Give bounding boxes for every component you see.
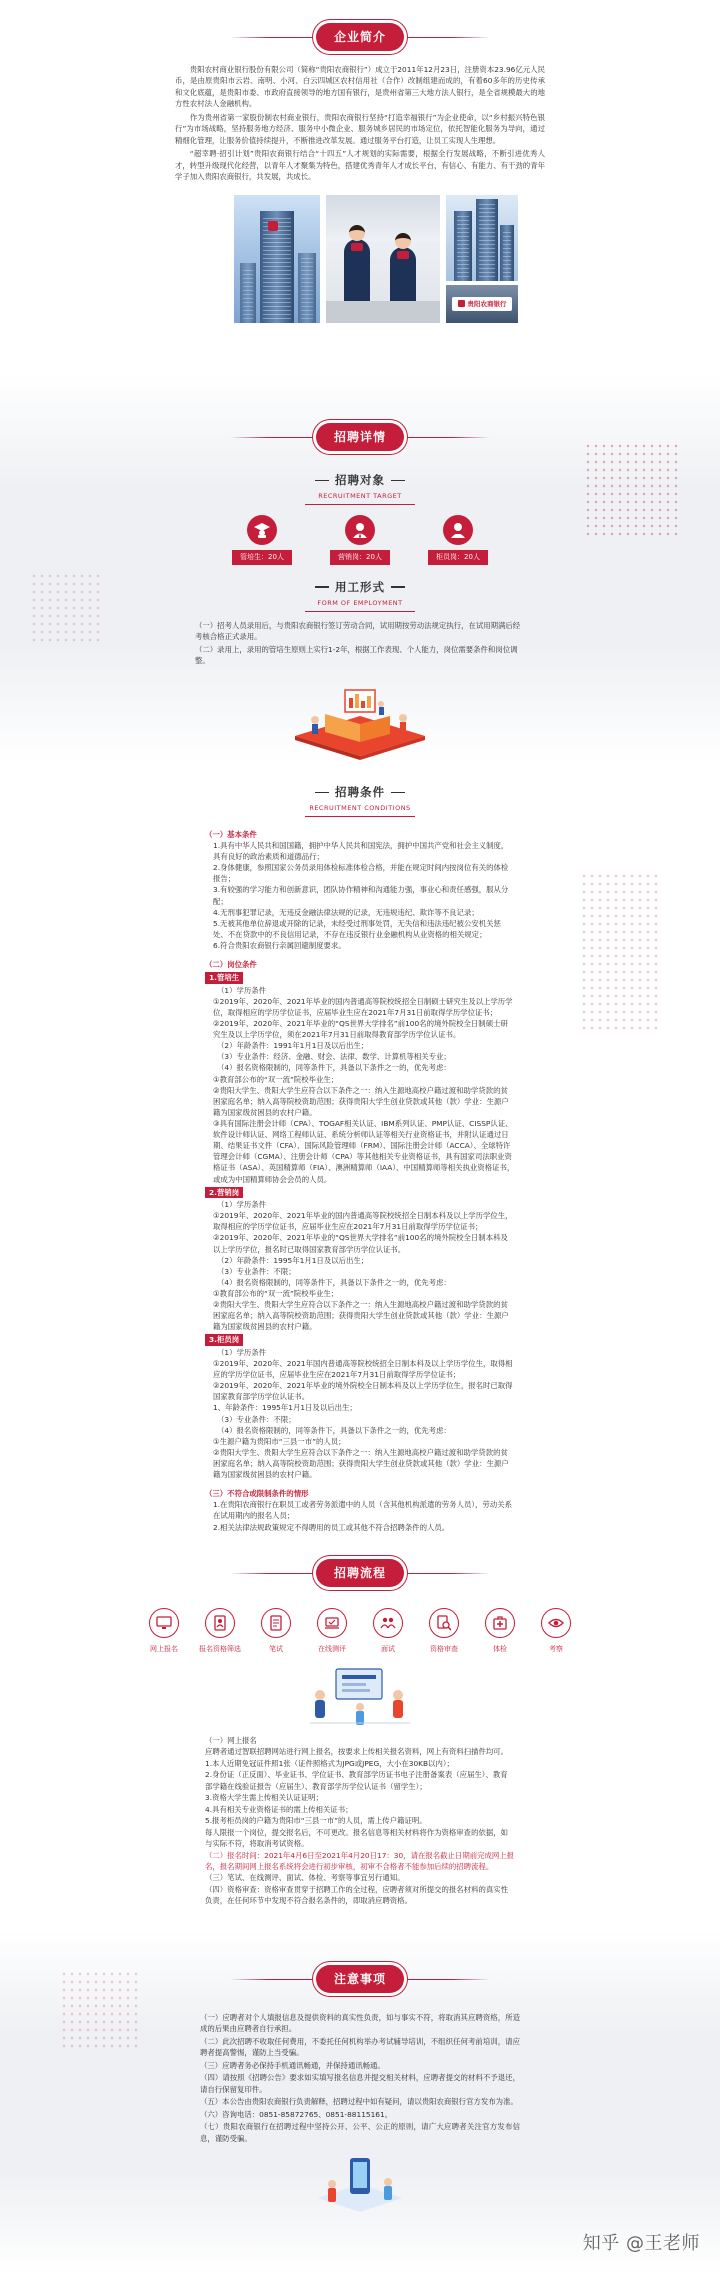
post-conditions-title: （二）岗位条件	[205, 960, 257, 970]
post-tag: 3.柜员岗	[205, 1334, 243, 1345]
recruitment-conditions-section	[0, 762, 720, 1540]
step-interview: 面试	[365, 1608, 412, 1655]
eye-icon	[541, 1608, 571, 1638]
zhihu-watermark: 知乎 @王老师	[582, 2233, 700, 2255]
intro-paragraph: “超幸聘·招引计划”贵阳农商银行结合“十四五”人才规划的实际需要，根据全行发展战略，不断引进优秀人才，转型升级现代化经营，以青年人才聚集为特色，搭建优秀青年人才成长平台，有信心、有能力、有干劲的青年学子加入贵阳农商银行，共发展，共成长。	[175, 149, 545, 182]
headquarters-photo	[234, 195, 320, 323]
step-written-test: 笔试	[253, 1608, 300, 1655]
step-online-assessment: 在线测评	[309, 1608, 356, 1655]
businessman-icon	[345, 515, 375, 545]
step-inspection: 考察	[533, 1608, 580, 1655]
recruitment-details-section	[0, 372, 720, 762]
company-intro-section	[0, 0, 720, 372]
company-intro-banner	[0, 10, 720, 64]
notes-title: 注意事项	[316, 1965, 404, 1994]
employment-form-heading: 用工形式 FORM OF EMPLOYMENT	[0, 579, 720, 612]
recruitment-process-banner	[0, 1546, 720, 1600]
laptop-check-icon	[317, 1608, 347, 1638]
notes-banner	[0, 1952, 720, 2006]
post-tag: 1.管培生	[205, 972, 243, 983]
intro-paragraph: 作为贵州省第一家股份制农村商业银行，贵阳农商银行坚持“打造幸福银行”为企业使命，以“乡村振兴特色银行”为市场战略，坚持服务地方经济、服务中小微企业、服务城乡居民的市场定位，依托智能化服务为导向，通过精细化管理，让服务价值持续提升，不断推进改革发展。通过服务平台打造，让员工实现人生理想。	[175, 112, 545, 145]
recruitment-details-title: 招聘详情	[316, 423, 404, 452]
conditions-heading: 招聘条件 RECRUITMENT CONDITIONS	[0, 784, 720, 817]
teller-icon	[443, 515, 473, 545]
bank-logo-icon	[458, 300, 465, 307]
step-medical-exam: 体检	[477, 1608, 524, 1655]
notes-section	[0, 1930, 720, 2274]
basic-conditions-title: （一）基本条件	[205, 829, 257, 839]
recruitment-process-section	[0, 1540, 720, 1930]
target-teller: 柜员岗：20人	[423, 515, 493, 565]
process-steps	[0, 1608, 720, 1655]
document-search-icon	[429, 1608, 459, 1638]
employment-form-text: （一）招考人员录用后，与贵阳农商银行签订劳动合同，试用期按劳动法规定执行，在试用期满后经考核合格正式录用。 （二）录用上，录用的管培生原则上实行1-2年，根据工作表现、个人能力，岗位需要条件和岗位调整。	[195, 620, 521, 665]
step-screening: 报名资格筛选	[197, 1608, 244, 1655]
step-online-apply: 网上报名	[141, 1608, 188, 1655]
process-details: （一）网上报名 应聘者通过智联招聘网站进行网上报名，按要求上传相关报名资料，网上有资料扫描件均可。 1.本人近期免冠证件照1张（证件照格式为JPG或JPEG，大小在30KB以内）； 2.身份证（正反面）、毕业证书、学位证书、教育部学历证书电子注册备案表（应届生）、教育部学籍在线验证报告（应届生）、教育部学历学位认证书（留学生）； 3.资格大学生需上传相关认证证明； 4.具有相关专业资格证书的需上传相关证书； 5.报考柜员岗的户籍为贵阳市“三县一市”的人员，需上传户籍证明。 每人限报一个岗位，提交报名后，不可更改。报名信息等相关材料将作为资格审查的依据，如与实际不符，将取消考试资格。 （二）报名时间：2021年4月6日至2021年4月20日17：30，请在报名截止日期前完成网上报名，报名期间网上报名系统将会进行初步审核，初审不合格者不能参加后续的招聘流程。 （三）笔试、在线测评、面试、体检、考察等事宜另行通知。 （四）资格审查：资格审查贯穿于招聘工作的全过程，应聘者须对所提交的报名材料的真实性负责，在任何环节中发现不符合报名条件的，即取消应聘资格。	[205, 1735, 515, 1906]
team-illustration	[300, 1665, 420, 1727]
staff-photo	[326, 195, 440, 323]
monitor-icon	[149, 1608, 179, 1638]
branch-sign-photo	[446, 285, 518, 323]
target-heading: 招聘对象 RECRUITMENT TARGET	[0, 472, 720, 505]
recruitment-details-banner	[0, 410, 720, 464]
target-list	[0, 515, 720, 565]
step-qualification-review: 资格审查	[421, 1608, 468, 1655]
branch-sign-text: 贵阳农商银行	[467, 299, 507, 308]
exam-paper-icon	[261, 1608, 291, 1638]
intro-paragraph: 贵阳农村商业银行股份有限公司（简称“贵阳农商银行”）成立于2011年12月23日，注册资本23.96亿元人民币，是由原贵阳市云岩、南明、小河、白云四城区农村信用社（合作）改制组建而成的，有着60多年的历史传承和文化底蕴，是贵阳市委、市政府直接领导的地方国有银行，是贵州省第三大地方法人银行，是全省规模最大的地方性农村法人金融机构。	[175, 65, 545, 109]
photo-collage	[0, 195, 720, 327]
phone-illustration	[310, 2154, 410, 2214]
medical-kit-icon	[485, 1608, 515, 1638]
graduate-icon	[247, 515, 277, 545]
resume-icon	[205, 1608, 235, 1638]
interview-icon	[373, 1608, 403, 1638]
isometric-office-illustration	[285, 676, 435, 760]
apply-deadline: （二）报名时间：2021年4月6日至2021年4月20日17：30，请在报名截止日期前完成网上报名，报名期间网上报名系统将会进行初步审核，初审不合格者不能参加后续的招聘流程。	[205, 1850, 515, 1871]
target-trainee: 管培生：20人	[227, 515, 297, 565]
target-marketing: 营销岗：20人	[325, 515, 395, 565]
post-tag: 2.营销岗	[205, 1187, 243, 1198]
notes-list: （一）应聘者对个人填报信息及提供资料的真实性负责，如与事实不符，将取消其应聘资格，所造成的后果由应聘者自行承担。 （二）此次招聘不收取任何费用，不委托任何机构举办考试辅导培训，不组织任何考前培训，请应聘者提高警惕，谨防上当受骗。 （三）应聘者务必保持手机通讯畅通，并保持通讯畅通。 （四）请按照《招聘公告》要求如实填写报名信息并提交相关材料，应聘者提交的材料不予退还，请自行保留复印件。 （五）本公告由贵阳农商银行负责解释，招聘过程中如有疑问，请以贵阳农商银行官方发布为准。 （六）咨询电话：0851-85872765、0851-88115161。 （七）贵阳农商银行在招聘过程中坚持公开、公平、公正的原则，请广大应聘者关注官方发布信息，谨防受骗。	[200, 2013, 520, 2143]
conditions-body: （一）基本条件 1.具有中华人民共和国国籍，拥护中华人民共和国宪法，拥护中国共产党和社会主义制度，具有良好的政治素质和道德品行； 2.身体健康，参照国家公务员录用体检标准体检合格，并能在规定时间内按岗位有关的体检报告； 3.有较强的学习能力和创新意识，团队协作精神和沟通能力强，事业心和责任感强，服从分配； 4.无刑事犯罪记录，无违反金融法律法规的记录，无违规违纪、欺诈等不良记录； 5.无被其他单位辞退或开除的记录，未经受过刑事处罚，无失信和违法违纪被公安机关惩处、不在贷款中的不良信用记录，不存在违反银行业金融机构从业资格的相关规定； 6.符合贵阳农商银行亲属回避制度要求。 （二）岗位条件 1.管培生 （1）学历条件 ①2019年、2020年、2021年毕业的国内普通高等院校统招全日制硕士研究生及以上学历学位，取得相应的学历学位证书，应届毕业生应在2021年7月31日前取得学历学位证书； ②2019年、2020年、2021年毕业的“QS世界大学排名”前100名的境外院校全日制硕士研究生及以上学历学位，须在2021年7月31日前取得教育部学历学位认证书。 （2）年龄条件：1991年1月1日及以后出生； （3）专业条件：经济、金融、财会、法律、数学、计算机等相关专业； （4）报名资格限制的，同等条件下，具备以下条件之一的，优先考虑： ①教育部公布的“双一流”院校毕业生； ②贵阳大学生、贵阳大学生应符合以下条件之一：纳入生源地高校户籍过渡和助学贷款的贫困家庭名单；纳入高等院校资助范围；获得贵阳大学生创业贷款或其他（款）学业：生源户籍为国家级贫困县的农村户籍。 ③具有国际注册会计师（CPA）、TOGAF相关认证、IBM系列认证、PMP认证、CISSP认证、软件设计师认证、网络工程师认证、系统分析师认证等相关行业资格证书，并附认证通过日期、结果证书文件（CFA）、国际风险管理师（FRM）、国际注册会计师（ACCA）、全球特许管理会计师（CGMA）、注册会计师（CPA）等其他相关专业资格证书，具有国家司法职业资格证书（ASA）、英国精算师（FIA）、澳洲精算师（IAA）、中国精算师等相关执业资格证书，或成为中国精算师协会会员的人员。 2.营销岗 （1）学历条件 ①2019年、2020年、2021年毕业的国内普通高等院校统招全日制本科及以上学历学位生，取得相应的学历学位证书，应届毕业生应在2021年7月31日前取得学历学位证书； ②2019年、2020年、2021年毕业的“QS世界大学排名”前100名的境外院校全日制本科及以上学历学位，报名时已取得国家教育部学历学位认证书。 （2）年龄条件：1995年1月1日及以后出生； （3）专业条件：不限； （4）报名资格限制的，同等条件下，具备以下条件之一的，优先考虑： ①教育部公布的“双一流”院校毕业生； ②贵阳大学生、贵阳大学生应符合以下条件之一：纳入生源地高校户籍过渡和助学贷款的贫困家庭名单；纳入高等院校资助范围；获得贵阳大学生创业贷款或其他（款）学业：生源户籍为国家级贫困县的农村户籍。 3.柜员岗 （1）学历条件 ①2019年、2020年、2021年国内普通高等院校统招全日制本科及以上学历学位生，取得相应的学历学位证书，应届毕业生应在2021年7月31日前取得学历学位证书； ②2019年、2020年、2021年毕业的境外院校全日制本科及以上学历学位生，报名时已取得国家教育部学历学位认证书。 1、年龄条件：1995年1月1日及以后出生； （3）专业条件：不限； （4）报名资格限制的，同等条件下，具备以下条件之一的，优先考虑： ①生源户籍为贵阳市“三县一市”的人员； ②贵阳大学生、贵阳大学生应符合以下条件之一：纳入生源地高校户籍过渡和助学贷款的贫困家庭名单；纳入高等院校资助范围；获得贵阳大学生创业贷款或其他（款）学业：生源户籍为国家级贫困县的农村户籍。 （三）不符合或限制条件的情形 1.在贵阳农商银行在职员工或者劳务派遣中的人员（含其他机构派遣的劳务人员），劳动关系在试用期内的报名人员； 2.相关法律法规政策规定不得聘用的员工或其他不符合招聘条件的人员。	[205, 829, 515, 1532]
recruitment-process-title: 招聘流程	[316, 1559, 404, 1588]
city-towers-photo	[446, 195, 518, 281]
company-intro-title: 企业简介	[316, 23, 404, 52]
restriction-title: （三）不符合或限制条件的情形	[205, 1489, 309, 1499]
